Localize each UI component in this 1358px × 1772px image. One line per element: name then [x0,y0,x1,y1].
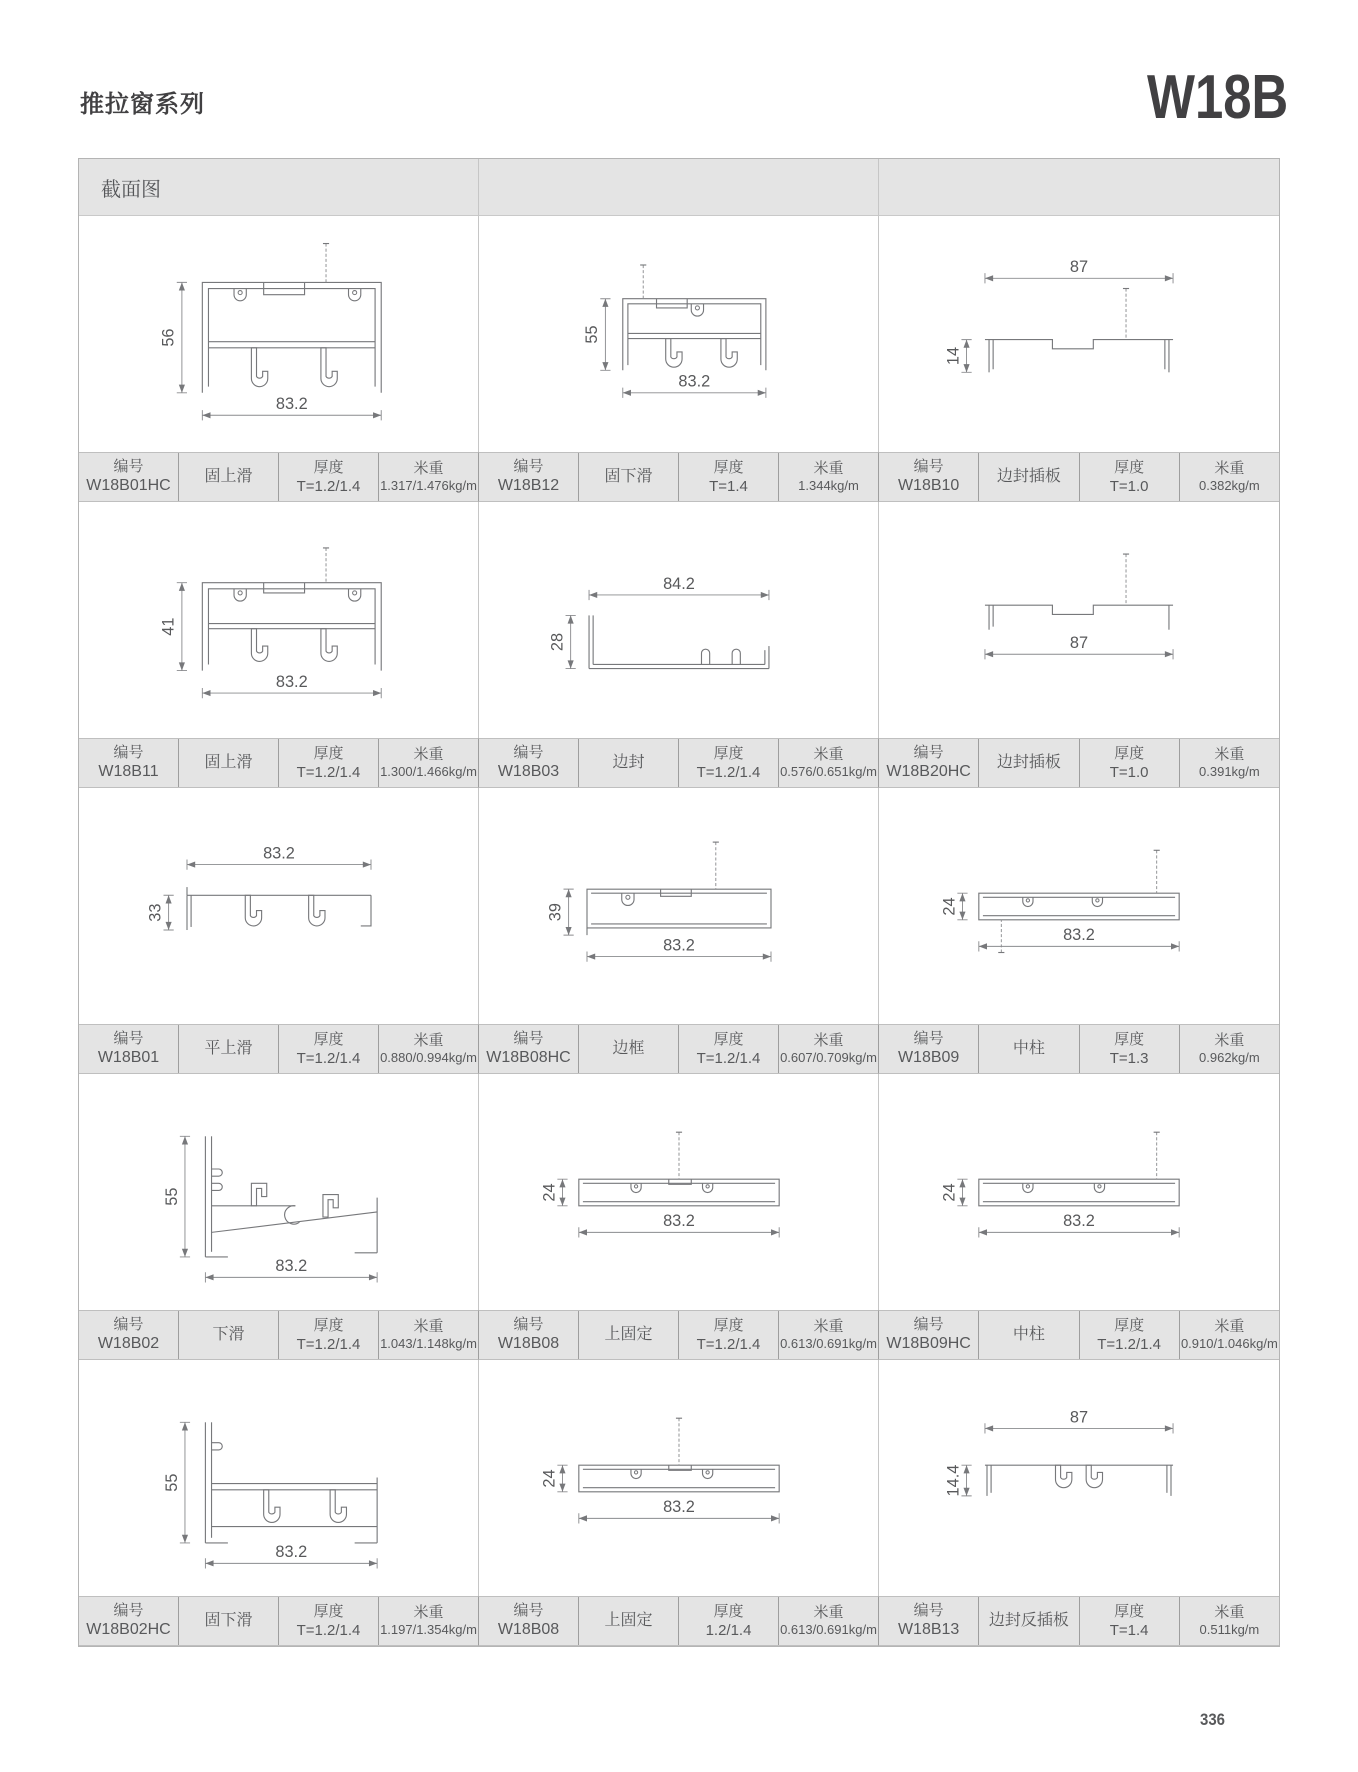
profile-code: W18B13 [897,1621,960,1639]
profile-section-drawing [514,219,844,449]
profile-drawing-cell [79,1360,479,1596]
profile-name: 中柱 [1012,1325,1045,1343]
weight-label: 米重 [413,1031,444,1049]
profile-code: W18B10 [897,477,960,495]
profile-spec-row [79,1310,479,1360]
thickness-label: 厚度 [1114,458,1145,476]
profile-code: W18B09 [897,1049,960,1067]
profile-spec-row [79,1024,479,1074]
thickness-label: 厚度 [1114,1030,1145,1048]
thickness-label: 厚度 [313,1030,344,1048]
thickness-label: 厚度 [713,1316,744,1334]
profile-spec-row [879,1024,1279,1074]
profile-spec-row [879,738,1279,788]
profile-code-cell [479,1311,579,1359]
profile-spec-row [479,738,879,788]
profile-code: W18B12 [497,477,560,495]
profile-code-cell [879,1597,979,1645]
profile-weight-value: 0.391kg/m [1199,764,1260,780]
dimension-label: 83.2 [275,672,308,691]
profile-thickness-value: T=1.4 [709,478,748,495]
weight-label: 米重 [413,745,444,763]
profile-thickness-cell [279,1597,379,1645]
thickness-label: 厚度 [713,458,744,476]
profile-thickness-cell [279,739,379,787]
dimension-label: 83.2 [275,395,308,414]
profile-name-cell [979,1311,1079,1359]
profile-thickness-cell [679,739,779,787]
dimension-label: 83.2 [1063,926,1095,945]
thickness-label: 厚度 [1114,1602,1145,1620]
dimension-label: 24 [539,1469,558,1488]
profile-name-cell [979,739,1079,787]
profile-drawing-cell [79,1074,479,1310]
profile-name-cell [179,453,279,501]
thickness-label: 厚度 [313,1316,344,1334]
thickness-label: 厚度 [313,1602,344,1620]
weight-label: 米重 [413,1603,444,1621]
profile-code-cell [79,1311,179,1359]
profile-weight-cell [779,1025,878,1073]
profile-drawing-cell [479,1360,879,1596]
dimension-label: 33 [145,903,164,922]
profile-name: 固上滑 [204,467,253,485]
profile-code-cell [879,1025,979,1073]
profile-name-cell [579,453,679,501]
profile-section-drawing [114,505,444,735]
profile-code: W18B08 [497,1335,560,1353]
profile-code-cell [79,739,179,787]
profile-drawing-cell [479,1074,879,1310]
weight-label: 米重 [813,459,844,477]
profile-spec-row [879,452,1279,502]
dimension-label: 83.2 [262,844,295,863]
table-header-cell [79,159,479,216]
profile-name: 边封插板 [996,467,1061,485]
code-label: 编号 [113,1601,144,1619]
profile-section-drawing [514,791,844,1021]
dimension-label: 14.4 [944,1464,963,1497]
profile-section-drawing [514,505,844,735]
profile-drawing-cell [479,216,879,452]
profile-spec-row [79,452,479,502]
profile-spec-row [79,738,479,788]
thickness-label: 厚度 [713,744,744,762]
profile-thickness-cell [1080,1597,1180,1645]
dimension-label: 28 [547,632,566,652]
profile-drawing-cell [879,1074,1279,1310]
profile-code: W18B03 [497,763,560,781]
weight-label: 米重 [813,1603,844,1621]
profile-thickness-cell [679,1025,779,1073]
code-label: 编号 [113,1029,144,1047]
profile-section-drawing [914,1363,1244,1593]
profile-spec-row [479,1310,879,1360]
weight-label: 米重 [1214,459,1245,477]
profile-weight-cell [1180,453,1279,501]
dimension-label: 55 [162,1187,181,1206]
dimension-label: 87 [1069,634,1089,653]
profile-weight-value: 1.300/1.466kg/m [380,764,477,780]
profile-name-cell [179,1025,279,1073]
thickness-label: 厚度 [313,458,344,476]
dimension-label: 24 [940,1183,959,1202]
profile-name-cell [579,1597,679,1645]
profile-name-cell [979,453,1079,501]
thickness-label: 厚度 [1114,1316,1145,1334]
profile-drawing-cell [879,1360,1279,1596]
code-label: 编号 [513,1315,544,1333]
profile-drawing-cell [879,502,1279,738]
dimension-label: 83.2 [662,1212,695,1231]
profile-code-cell [879,1311,979,1359]
page-number: 336 [1200,1710,1225,1729]
profile-weight-cell [1180,1311,1279,1359]
profile-thickness-value: T=1.4 [1109,1622,1149,1639]
weight-label: 米重 [1214,1031,1245,1049]
profile-thickness-value: T=1.2/1.4 [296,1050,361,1067]
profile-drawing-cell [479,788,879,1024]
code-label: 编号 [913,743,944,761]
profile-code: W18B08HC [486,1049,571,1067]
profile-weight-cell [379,453,478,501]
profile-name: 下滑 [212,1325,245,1343]
profile-thickness-cell [279,1025,379,1073]
profile-name: 上固定 [604,1611,653,1629]
profile-name-cell [579,739,679,787]
table-header-cell [879,159,1279,216]
profile-thickness-value: 1.2/1.4 [705,1622,752,1639]
profile-section-drawing [514,1077,844,1307]
profile-weight-cell [1180,1597,1279,1645]
profile-section-drawing [114,219,444,449]
code-label: 编号 [513,457,544,475]
profile-drawing-cell [879,788,1279,1024]
profile-drawing-cell [79,788,479,1024]
code-label: 编号 [113,1315,144,1333]
profile-weight-value: 0.613/0.691kg/m [780,1622,877,1638]
profile-drawing-cell [79,216,479,452]
weight-label: 米重 [813,1317,844,1335]
thickness-label: 厚度 [713,1602,744,1620]
profile-thickness-value: T=1.2/1.4 [696,1050,761,1067]
profile-code-cell [879,739,979,787]
profile-code: W18B09HC [886,1335,971,1353]
thickness-label: 厚度 [313,744,344,762]
profile-weight-value: 1.317/1.476kg/m [380,478,477,494]
weight-label: 米重 [413,1317,444,1335]
profile-spec-row [479,1596,879,1646]
profile-weight-cell [379,1597,478,1645]
profile-section-drawing [914,505,1244,735]
dimension-label: 83.2 [274,1543,307,1562]
profile-section-drawing [114,791,444,1021]
profile-weight-cell [779,739,878,787]
weight-label: 米重 [1214,1317,1245,1335]
profile-weight-value: 0.880/0.994kg/m [380,1050,477,1066]
profile-code-cell [479,739,579,787]
profile-name-cell [579,1311,679,1359]
profile-weight-value: 0.613/0.691kg/m [780,1336,877,1352]
profile-section-drawing [114,1077,444,1307]
profile-weight-cell [1180,739,1279,787]
profile-weight-value: 0.576/0.651kg/m [780,764,877,780]
profile-weight-value: 1.344kg/m [798,478,859,494]
profile-code-cell [79,1597,179,1645]
profile-thickness-cell [279,453,379,501]
profile-name: 平上滑 [204,1039,253,1057]
profile-thickness-value: T=1.2/1.4 [696,764,761,781]
profile-spec-row [879,1596,1279,1646]
profile-thickness-value: T=1.0 [1109,478,1149,495]
profile-weight-cell [379,1025,478,1073]
profile-thickness-value: T=1.3 [1109,1050,1149,1067]
profile-code-cell [879,453,979,501]
profile-name: 上固定 [604,1325,653,1343]
profile-section-drawing [914,791,1244,1021]
profile-code-cell [479,453,579,501]
code-label: 编号 [113,743,144,761]
profile-thickness-cell [1080,739,1180,787]
code-label: 编号 [513,743,544,761]
profile-thickness-cell [679,1311,779,1359]
series-title: 推拉窗系列 [80,91,205,118]
profile-drawing-cell [879,216,1279,452]
dimension-label: 39 [545,903,564,922]
profile-weight-value: 0.607/0.709kg/m [780,1050,877,1066]
thickness-label: 厚度 [1114,744,1145,762]
profile-name-cell [179,1311,279,1359]
profile-code: W18B02 [97,1335,160,1353]
profile-thickness-value: T=1.2/1.4 [696,1336,761,1353]
dimension-label: 83.2 [662,1498,695,1517]
dimension-label: 83.2 [1063,1212,1095,1231]
dimension-label: 87 [1069,258,1089,277]
profile-drawing-cell [79,502,479,738]
profile-weight-value: 1.043/1.148kg/m [380,1336,477,1352]
profile-section-drawing [914,219,1244,449]
model-code: W18B [1146,63,1288,132]
dimension-label: 55 [162,1473,181,1492]
dimension-label: 83.2 [274,1257,307,1276]
profile-code-cell [479,1597,579,1645]
weight-label: 米重 [813,1031,844,1049]
profile-section-drawing [114,1363,444,1593]
profile-weight-value: 0.382kg/m [1199,478,1260,494]
profile-thickness-value: T=1.2/1.4 [296,478,361,495]
profile-code: W18B02HC [86,1621,171,1639]
dimension-label: 87 [1069,1408,1089,1427]
profile-spec-row [879,1310,1279,1360]
profile-weight-cell [779,453,878,501]
profile-section-drawing [514,1363,844,1593]
weight-label: 米重 [413,459,444,477]
profile-weight-cell [779,1597,878,1645]
profile-weight-cell [379,739,478,787]
profile-catalog-table [78,158,1280,1647]
profile-thickness-cell [679,1597,779,1645]
code-label: 编号 [913,1315,944,1333]
table-header-cell [479,159,879,216]
dimension-label: 83.2 [662,936,695,955]
dimension-label: 14 [944,346,963,366]
profile-thickness-cell [1080,453,1180,501]
profile-thickness-value: T=1.2/1.4 [296,1336,361,1353]
weight-label: 米重 [813,745,844,763]
profile-spec-row [79,1596,479,1646]
profile-name: 边封插板 [996,753,1061,771]
profile-weight-value: 0.511kg/m [1199,1622,1260,1638]
dimension-label: 24 [539,1183,558,1202]
code-label: 编号 [513,1029,544,1047]
dimension-label: 56 [159,328,178,347]
profile-name-cell [979,1025,1079,1073]
dimension-label: 84.2 [662,574,695,593]
weight-label: 米重 [1214,745,1245,763]
profile-thickness-value: T=1.0 [1109,764,1149,781]
profile-weight-value: 1.197/1.354kg/m [380,1622,477,1638]
profile-code-cell [79,453,179,501]
code-label: 编号 [513,1601,544,1619]
section-header-label: 截面图 [101,178,161,201]
profile-weight-value: 0.910/1.046kg/m [1180,1336,1278,1352]
profile-thickness-cell [279,1311,379,1359]
profile-code-cell [79,1025,179,1073]
dimension-label: 83.2 [677,372,710,391]
weight-label: 米重 [1214,1603,1245,1621]
profile-code: W18B01 [97,1049,160,1067]
profile-code: W18B01HC [86,477,171,495]
dimension-label: 24 [940,897,959,916]
profile-thickness-value: T=1.2/1.4 [296,1622,361,1639]
profile-drawing-cell [479,502,879,738]
profile-name-cell [979,1597,1079,1645]
profile-code: W18B11 [98,763,159,781]
profile-thickness-value: T=1.2/1.4 [296,764,361,781]
profile-code-cell [479,1025,579,1073]
profile-code: W18B08 [497,1621,560,1639]
profile-code: W18B20HC [886,763,971,781]
profile-section-drawing [914,1077,1244,1307]
profile-weight-cell [379,1311,478,1359]
profile-name: 中柱 [1012,1039,1045,1057]
profile-name: 边封反插板 [988,1611,1069,1629]
dimension-label: 55 [582,325,601,344]
thickness-label: 厚度 [713,1030,744,1048]
profile-spec-row [479,1024,879,1074]
profile-thickness-value: T=1.2/1.4 [1097,1336,1162,1353]
code-label: 编号 [913,1601,944,1619]
code-label: 编号 [113,457,144,475]
profile-name-cell [579,1025,679,1073]
profile-thickness-cell [1080,1025,1180,1073]
code-label: 编号 [913,1029,944,1047]
profile-spec-row [479,452,879,502]
profile-name: 固下滑 [604,467,653,485]
code-label: 编号 [913,457,944,475]
profile-name-cell [179,1597,279,1645]
profile-name-cell [179,739,279,787]
profile-name: 边封 [612,753,645,771]
profile-weight-value: 0.962kg/m [1199,1050,1260,1066]
dimension-label: 41 [159,617,178,636]
profile-thickness-cell [679,453,779,501]
profile-weight-cell [1180,1025,1279,1073]
profile-thickness-cell [1080,1311,1180,1359]
profile-name: 边框 [612,1039,645,1057]
profile-name: 固上滑 [204,753,253,771]
profile-name: 固下滑 [204,1611,253,1629]
profile-weight-cell [779,1311,878,1359]
